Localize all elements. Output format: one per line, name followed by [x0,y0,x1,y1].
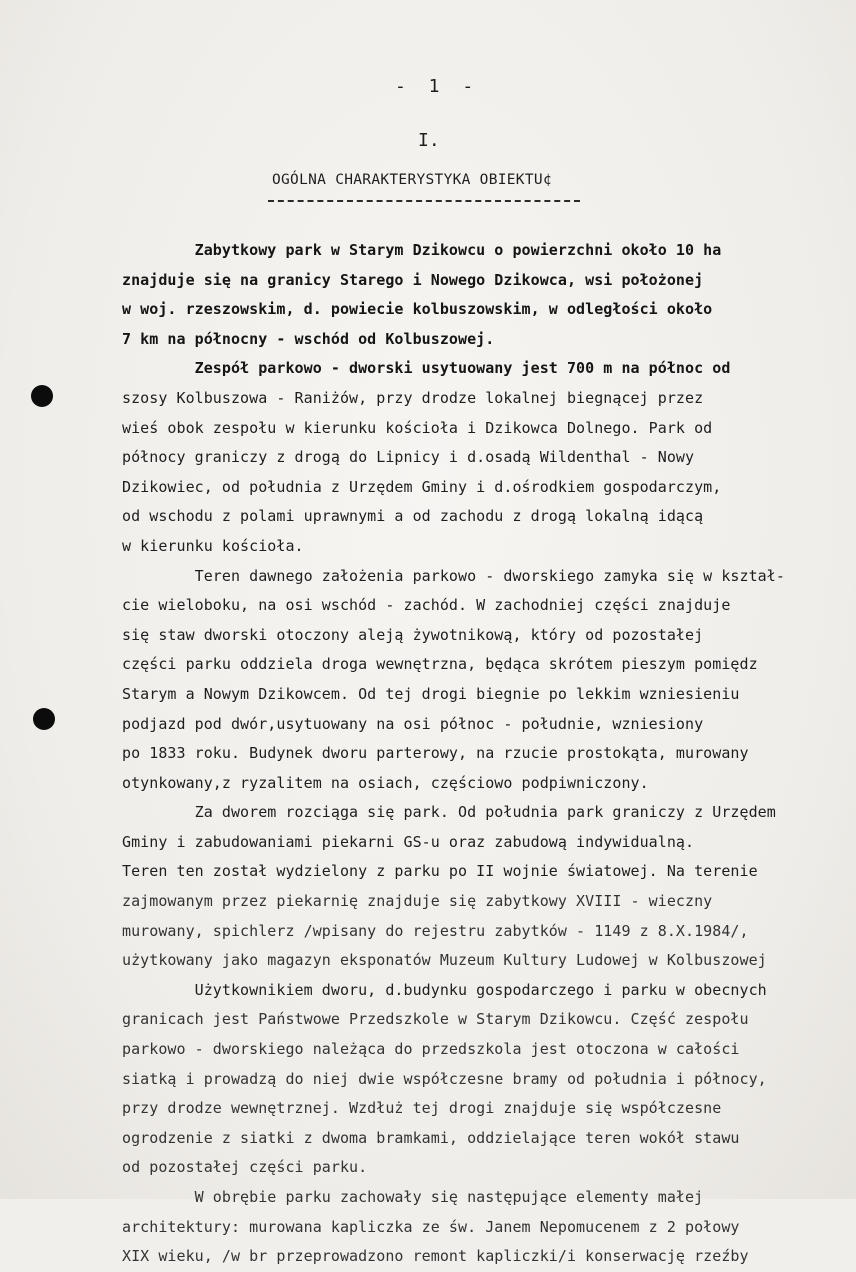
text-line: użytkowany jako magazyn eksponatów Muzeum Kultury Ludowej w Kolbuszowej [122,951,767,970]
title-underline [268,200,580,202]
text-line: murowany, spichlerz /wpisany do rejestru zabytków - 1149 z 8.X.1984/, [122,921,749,940]
text-line: architektury: murowana kapliczka ze św. Janem Nepomucenem z 2 połowy [122,1217,740,1236]
punch-hole-top [31,385,53,407]
text-line: wieś obok zespołu w kierunku kościoła i Dzikowca Dolnego. Park od [122,418,713,437]
text-line: XIX wieku, /w br przeprowadzono remont kapliczki/i konserwację rzeźby [122,1247,749,1266]
punch-hole-bottom [33,708,55,730]
text-line: od wschodu z polami uprawnymi a od zachodu z drogą lokalną idącą [122,507,704,526]
section-title: OGÓLNA CHARAKTERYSTYKA OBIEKTU¢ [272,172,552,188]
text-line: Zespół parkowo - dworski usytuowany jest 700 m na północ od [122,359,731,378]
text-line: otynkowany,z ryzalitem na osiach, częściowo podpiwniczony. [122,773,649,792]
text-line: siatką i prowadzą do niej dwie współczesne bramy od południa i północy, [122,1069,767,1088]
text-line: po 1833 roku. Budynek dworu parterowy, na rzucie prostokąta, murowany [122,744,749,763]
text-line: W obrębie parku zachowały się następujące elementy małej [122,1188,704,1206]
page-number: - 1 - [395,76,480,97]
text-line: Teren dawnego założenia parkowo - dworskiego zamyka się w kształ- [122,566,785,585]
body-text [122,236,834,1272]
text-line: w kierunku kościoła. [122,536,304,555]
text-line: Dzikowiec, od południa z Urzędem Gminy i d.ośrodkiem gospodarczym, [122,477,722,496]
text-line: 7 km na północny - wschód od Kolbuszowej. [122,329,495,348]
text-line: w woj. rzeszowskim, d. powiecie kolbuszowskim, w odległości około [122,300,713,319]
text-line: cie wieloboku, na osi wschód - zachód. W zachodniej części znajduje [122,596,731,615]
text-line: Użytkownikiem dworu, d.budynku gospodarczego i parku w obecnych [122,980,767,999]
text-line: zajmowanym przez piekarnię znajduje się zabytkowy XVIII - wieczny [122,892,713,911]
text-line: północy graniczy z drogą do Lipnicy i d.osadą Wildenthal - Nowy [122,448,695,467]
text-line: znajduje się na granicy Starego i Nowego Dzikowca, wsi położonej [122,270,704,289]
text-line: od pozostałej części parku. [122,1158,368,1177]
text-line: przy drodze wewnętrznej. Wzdłuż tej drogi znajduje się współczesne [122,1099,722,1118]
text-line: podjazd pod dwór,usytuowany na osi północ - południe, wzniesiony [122,714,704,733]
text-line: Teren ten został wydzielony z parku po II wojnie światowej. Na terenie [122,862,758,881]
chapter-number: I. [418,130,440,151]
text-line: Starym a Nowym Dzikowcem. Od tej drogi biegnie po lekkim wzniesieniu [122,684,740,703]
text-line: Zabytkowy park w Starym Dzikowcu o powierzchni około 10 ha [122,241,722,259]
text-line: parkowo - dworskiego należąca do przedszkola jest otoczona w całości [122,1040,740,1059]
text-line: Za dworem rozciąga się park. Od południa park graniczy z Urzędem [122,803,776,822]
text-line: Gminy i zabudowaniami piekarni GS-u oraz zabudową indywidualną. [122,832,695,851]
text-line: ogrodzenie z siatki z dwoma bramkami, oddzielające teren wokół stawu [122,1128,740,1147]
text-line: szosy Kolbuszowa - Raniżów, przy drodze lokalnej biegnącej przez [122,388,704,407]
text-line: części parku oddziela droga wewnętrzna, będąca skrótem pieszym pomiędz [122,655,758,674]
text-line: granicach jest Państwowe Przedszkole w Starym Dzikowcu. Część zespołu [122,1010,749,1029]
text-line: się staw dworski otoczony aleją żywotnikową, który od pozostałej [122,625,704,644]
